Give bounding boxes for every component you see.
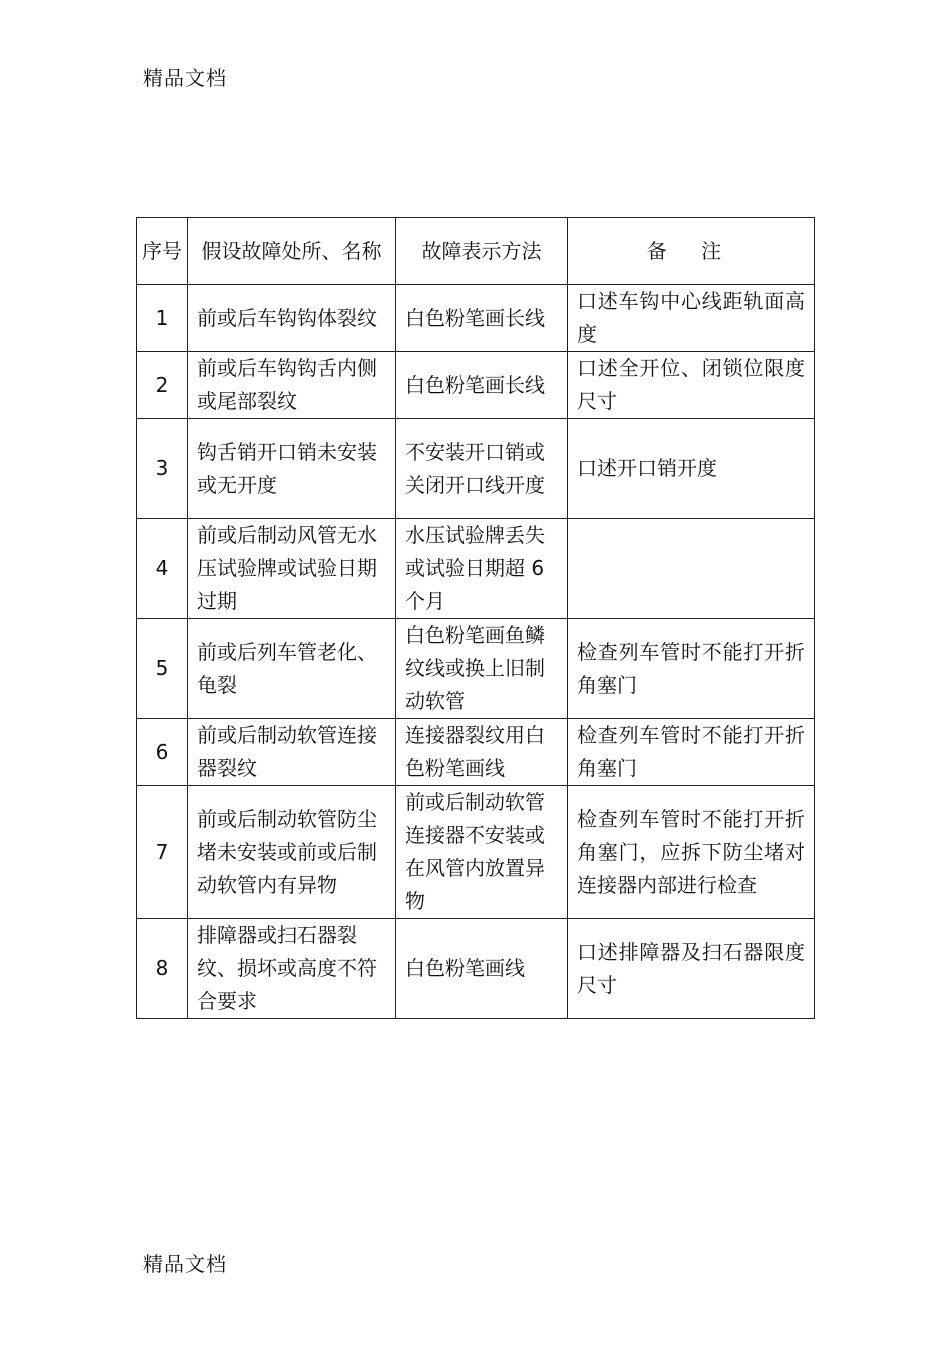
row-fault: 前或后制动软管防尘堵未安装或前或后制动软管内有异物 <box>188 786 396 919</box>
header-no: 序号 <box>137 218 188 285</box>
row-no: 8 <box>137 919 188 1019</box>
header-method: 故障表示方法 <box>396 218 568 285</box>
row-remark: 检查列车管时不能打开折角塞门 <box>568 619 815 719</box>
row-method: 白色粉笔画长线 <box>396 352 568 419</box>
header-fault: 假设故障处所、名称 <box>188 218 396 285</box>
row-method: 白色粉笔画线 <box>396 919 568 1019</box>
page-footer: 精品文档 <box>143 1252 227 1276</box>
table-row <box>137 352 815 419</box>
row-remark: 口述车钩中心线距轨面高度 <box>568 285 815 352</box>
page-header: 精品文档 <box>143 66 227 90</box>
row-method: 白色粉笔画长线 <box>396 285 568 352</box>
row-no: 5 <box>137 619 188 719</box>
fault-table <box>136 217 815 1019</box>
table-header-row <box>137 218 815 285</box>
row-method: 连接器裂纹用白色粉笔画线 <box>396 719 568 786</box>
row-remark: 检查列车管时不能打开折角塞门，应拆下防尘堵对连接器内部进行检查 <box>568 786 815 919</box>
row-fault: 排障器或扫石器裂纹、损坏或高度不符合要求 <box>188 919 396 1019</box>
row-no: 7 <box>137 786 188 919</box>
row-remark: 口述排障器及扫石器限度尺寸 <box>568 919 815 1019</box>
row-method: 前或后制动软管连接器不安装或在风管内放置异物 <box>396 786 568 919</box>
row-no: 2 <box>137 352 188 419</box>
row-no: 4 <box>137 519 188 619</box>
row-fault: 前或后车钩钩体裂纹 <box>188 285 396 352</box>
row-remark: 口述开口销开度 <box>568 419 815 519</box>
row-fault: 前或后列车管老化、龟裂 <box>188 619 396 719</box>
table-row <box>137 919 815 1019</box>
row-fault: 前或后制动软管连接器裂纹 <box>188 719 396 786</box>
table-row <box>137 519 815 619</box>
table-row <box>137 786 815 919</box>
row-method: 白色粉笔画鱼鳞纹线或换上旧制动软管 <box>396 619 568 719</box>
row-fault: 前或后制动风管无水压试验牌或试验日期过期 <box>188 519 396 619</box>
row-method: 不安装开口销或关闭开口线开度 <box>396 419 568 519</box>
row-method: 水压试验牌丢失或试验日期超 6 个月 <box>396 519 568 619</box>
row-no: 3 <box>137 419 188 519</box>
row-no: 6 <box>137 719 188 786</box>
row-remark <box>568 519 815 619</box>
row-fault: 钩舌销开口销未安装或无开度 <box>188 419 396 519</box>
table-row <box>137 619 815 719</box>
header-remark: 备 注 <box>568 218 815 285</box>
table-row <box>137 285 815 352</box>
table-row <box>137 419 815 519</box>
row-no: 1 <box>137 285 188 352</box>
row-remark: 口述全开位、闭锁位限度尺寸 <box>568 352 815 419</box>
table-row <box>137 719 815 786</box>
row-fault: 前或后车钩钩舌内侧或尾部裂纹 <box>188 352 396 419</box>
row-remark: 检查列车管时不能打开折角塞门 <box>568 719 815 786</box>
